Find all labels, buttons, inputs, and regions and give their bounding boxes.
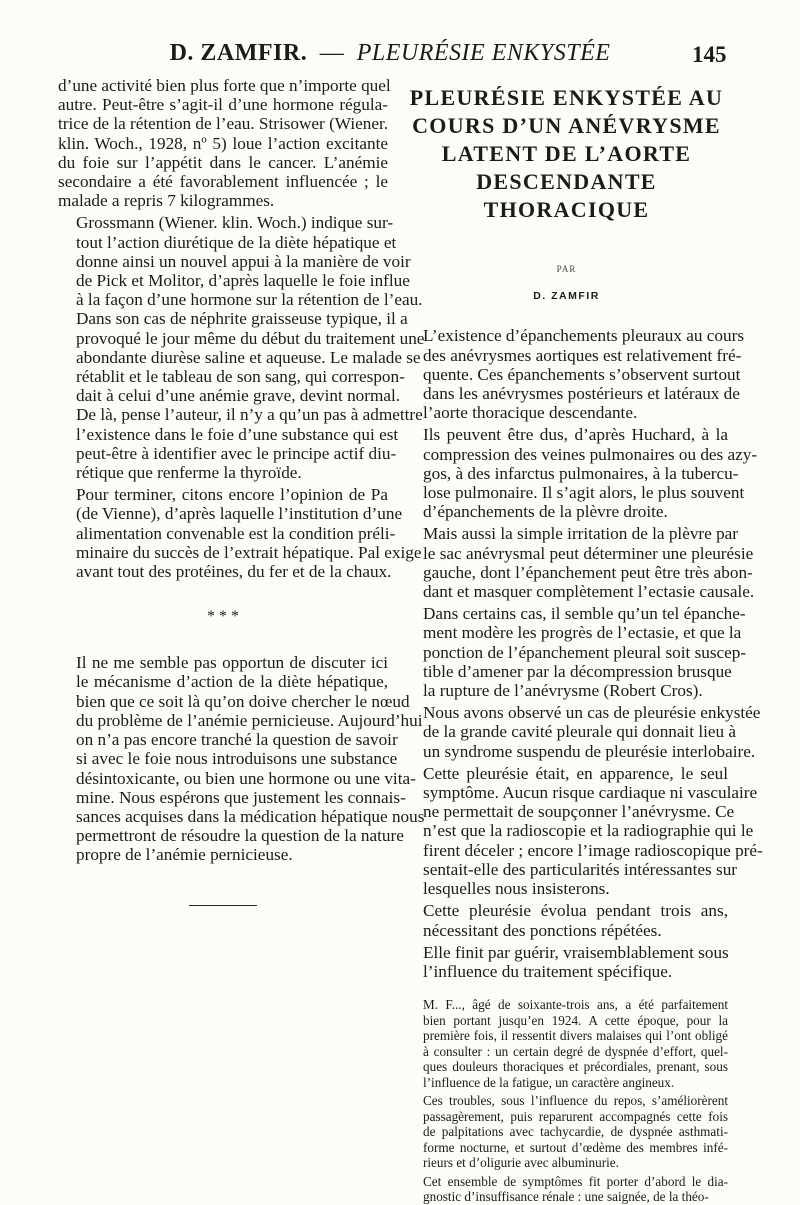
article-line: lose pulmonaire. Il s’agit alors, le plus souvent	[423, 483, 745, 503]
article-line: d’épanchements de la plèvre droite.	[423, 502, 668, 522]
article-line: nécessitant des ponctions répétées.	[423, 920, 662, 940]
article-line: l’influence du traitement spécifique.	[423, 961, 673, 981]
case-report-line: à consulter : un certain degré de dyspnée d’effort, quel-	[423, 1043, 728, 1059]
left-column-line: Pour terminer, citons encore l’opinion de Pa	[76, 485, 388, 505]
section-break-asterism: * * *	[207, 608, 239, 626]
article-line: lesquelles nous insisterons.	[423, 879, 610, 899]
case-report-line: gnostic d’insuffisance rénale : une saignée, de la théo-	[423, 1189, 709, 1205]
case-report-paragraph	[405, 1174, 728, 1205]
article-line: symptôme. Aucun risque cardiaque ni vasculaire	[423, 783, 758, 803]
article-title	[405, 84, 728, 224]
article-line: sentait-elle des particularités intéressantes sur	[423, 859, 738, 879]
left-column-line: propre de l’anémie pernicieuse.	[76, 845, 293, 865]
article-paragraph	[405, 326, 745, 423]
left-column-line: de Pick et Molitor, d’après laquelle le foie influe	[76, 271, 410, 291]
case-report	[405, 997, 728, 1205]
left-column-line: bien que ce soit là qu’on doive chercher le nœud	[76, 691, 410, 711]
article-line: L’existence d’épanchements pleuraux au cours	[423, 326, 745, 346]
left-column-line: permettront de résoudre la question de la nature	[76, 826, 404, 846]
article-paragraph	[405, 425, 758, 522]
page-number: 145	[692, 42, 727, 67]
article-line: Mais aussi la simple irritation de la plèvre par	[423, 524, 739, 544]
case-report-line: première fois, il ressentit divers malaises qui l’ont obligé	[423, 1028, 728, 1044]
left-column	[58, 76, 425, 906]
article-paragraph	[405, 703, 761, 761]
article-line: le sac anévrysmal peut déterminer une pleurésie	[423, 543, 754, 563]
left-column-line: à la façon d’une hormone sur la rétention de l’eau.	[76, 290, 423, 310]
case-report-line: Ces troubles, sous l’influence du repos, s’améliorèrent	[423, 1093, 728, 1109]
article-line: Elle finit par guérir, vraisemblablement sous	[423, 942, 729, 962]
article-line: dans les anévrysmes postérieurs et latéraux de	[423, 384, 740, 404]
left-column-line: malade a repris 7 kilogrammes.	[58, 191, 275, 211]
case-report-line: l’influence de la fatigue, un caractère angineux.	[423, 1074, 675, 1090]
left-column-paragraph	[58, 485, 422, 582]
article-paragraph	[405, 901, 728, 939]
article-line: tible d’amener par la décompression brusque	[423, 661, 732, 681]
article-line: firent déceler ; encore l’image radioscopique pré-	[423, 840, 763, 860]
left-column-line: Dans son cas de néphrite graisseuse typique, il a	[76, 309, 408, 329]
article-line: n’est que la radioscopie et la radiographie qui le	[423, 821, 754, 841]
left-column-line: tout l’action diurétique de la diète hépatique et	[76, 232, 397, 252]
article-line: ne permettait de soupçonner l’anévrysme. Ce	[423, 802, 735, 822]
article-line: Ils peuvent être dus, d’après Huchard, à la	[423, 425, 728, 445]
case-report-paragraph	[405, 997, 728, 1090]
running-head-author: D. ZAMFIR.	[169, 40, 308, 66]
left-column-line: rétablit et le tableau de son sang, qui correspon-	[76, 367, 405, 387]
left-column-line: du problème de l’anémie pernicieuse. Aujourd’hui	[76, 710, 423, 730]
article-paragraph	[405, 943, 728, 981]
article-line: ponction de l’épanchement pleural soit suscep-	[423, 642, 747, 662]
article-line: Dans certains cas, il semble qu’un tel épanche-	[423, 604, 746, 624]
left-column-line: minaire du succès de l’extrait hépatique. Pal exige	[76, 542, 422, 562]
left-column-line: secondaire a été favorablement influencée ; le	[58, 172, 388, 192]
left-column-line: mine. Nous espérons que justement les connais-	[76, 787, 406, 807]
left-column-paragraph	[58, 213, 425, 483]
right-column	[405, 76, 763, 1205]
left-column-line: Grossmann (Wiener. klin. Woch.) indique sur-	[76, 213, 394, 233]
left-column-paragraph	[58, 653, 425, 865]
article-line: l’aorte thoracique descendante.	[423, 403, 638, 423]
byline-par: PAR	[556, 264, 577, 274]
left-column-text	[58, 76, 425, 582]
article-line: gos, à des infarctus pulmonaires, à la tubercu-	[423, 463, 739, 483]
running-head	[0, 40, 800, 76]
case-report-line: de palpitations avec tachycardie, de dyspnée asthmati-	[423, 1124, 728, 1140]
case-report-line: Cet ensemble de symptômes fit porter d’abord le dia-	[423, 1173, 728, 1189]
article-line: Cette pleurésie était, en apparence, le seul	[423, 763, 728, 783]
left-column-line: Il ne me semble pas opportun de discuter ici	[76, 653, 388, 673]
byline-author: D. ZAMFIR	[533, 290, 600, 303]
running-head-dash: —	[319, 40, 345, 66]
article-line: dant et masquer complètement l’ectasie causale.	[423, 582, 755, 602]
article-body	[405, 326, 763, 981]
case-report-line: bien portant jusqu’en 1924. A cette époque, pour la	[423, 1012, 728, 1028]
left-column-line: abondante diurèse saline et aqueuse. Le malade se	[76, 347, 421, 367]
running-title	[160, 40, 620, 67]
left-column-line: sances acquises dans la médication hépatique nous	[76, 806, 425, 826]
left-column-line: si avec le foie nous introduisons une substance	[76, 749, 398, 769]
left-column-line: autre. Peut-être s’agit-il d’une hormone régula-	[58, 95, 388, 115]
article-paragraph	[405, 763, 763, 899]
left-column-after-break	[58, 653, 425, 865]
article-line: compression des veines pulmonaires ou des azy-	[423, 444, 758, 464]
article-title-line: PLEURÉSIE ENKYSTÉE AU	[409, 85, 724, 110]
article-line: de la grande cavité pleurale qui donnait lieu à	[423, 722, 737, 742]
article-line: gauche, dont l’épanchement peut être très abon-	[423, 562, 753, 582]
case-report-line: M. F..., âgé de soixante-trois ans, a été parfaitement	[423, 997, 728, 1013]
article-paragraph	[405, 524, 755, 602]
left-column-line: l’existence dans le foie d’une substance qui est	[76, 424, 399, 444]
left-column-line: le mécanisme d’action de la diète hépatique,	[76, 672, 388, 692]
left-column-line: peut-être à identifier avec le principe actif diu-	[76, 443, 397, 463]
left-column-line: désintoxicante, ou bien une hormone ou une vita-	[76, 768, 416, 788]
article-title-line: LATENT DE L’AORTE	[441, 141, 692, 166]
case-report-line: passagèrement, puis reparurent accompagnés cette fois	[423, 1108, 728, 1124]
case-report-line: forme nocturne, et surtout d’œdème des membres infé-	[423, 1139, 728, 1155]
left-column-line: provoqué le jour même du début du traitement une	[76, 328, 425, 348]
left-column-line: dait à celui d’une anémie grave, devint normal.	[76, 386, 401, 406]
left-column-line: d’une activité bien plus forte que n’importe quel	[58, 76, 391, 95]
left-column-line: trice de la rétention de l’eau. Strisower (Wiener.	[58, 114, 389, 134]
left-column-line: rétique que renferme la thyroïde.	[76, 463, 302, 483]
left-column-line: on n’a pas encore tranché la question de savoir	[76, 730, 398, 750]
left-column-line: (de Vienne), d’après laquelle l’institution d’une	[76, 504, 403, 524]
left-column-line: klin. Woch., 1928, nº 5) loue l’action excitante	[58, 133, 388, 153]
left-column-line: De là, pense l’auteur, il n’y a qu’un pas à admettre	[76, 405, 423, 425]
article-line: un syndrome suspendu de pleurésie interlobaire.	[423, 741, 756, 761]
article-line: des anévrysmes aortiques est relativement fré-	[423, 345, 742, 365]
case-report-line: rieurs et d’oligurie avec albuminurie.	[423, 1155, 619, 1171]
case-report-paragraph	[405, 1093, 728, 1171]
left-column-line: donne ainsi un nouvel appui à la manière de voir	[76, 251, 411, 271]
left-column-line: du foie sur l’appétit dans le cancer. L’anémie	[58, 152, 388, 172]
running-head-subject: PLEURÉSIE ENKYSTÉE	[356, 40, 611, 66]
article-line: Cette pleurésie évolua pendant trois ans,	[423, 901, 728, 921]
left-column-line: alimentation convenable est la condition préli-	[76, 523, 396, 543]
left-column-line: avant tout des protéines, du fer et de la chaux.	[76, 562, 392, 582]
article-line: ment modère les progrès de l’ectasie, et que la	[423, 623, 742, 643]
end-rule	[189, 905, 257, 906]
article-paragraph	[405, 604, 747, 701]
article-line: Nous avons observé un cas de pleurésie enkystée	[423, 703, 761, 723]
article-line: la rupture de l’anévrysme (Robert Cros).	[423, 681, 703, 701]
article-title-line: DESCENDANTE THORACIQUE	[476, 169, 657, 222]
case-report-line: ques douleurs thoraciques et précordiales, prenant, sous	[423, 1059, 728, 1075]
article-line: quente. Ces épanchements s’observent surtout	[423, 364, 741, 384]
left-column-paragraph	[58, 76, 391, 211]
article-title-line: COURS D’UN ANÉVRYSME	[412, 113, 721, 138]
